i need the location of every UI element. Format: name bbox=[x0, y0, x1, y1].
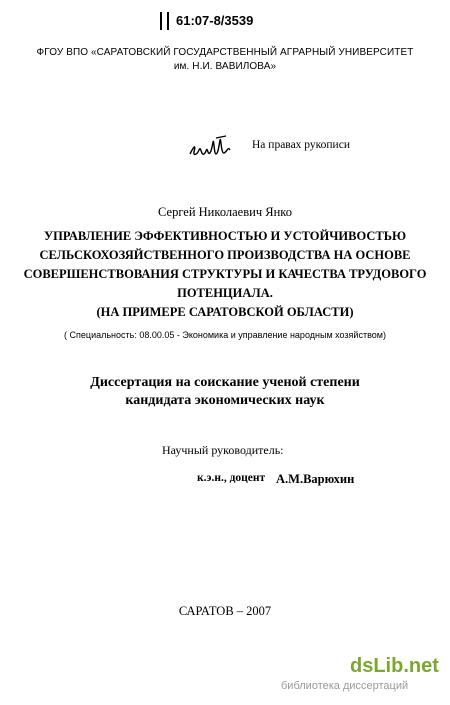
degree-line-1: Диссертация на соискание ученой степени bbox=[90, 375, 360, 390]
dissertation-degree bbox=[0, 374, 450, 410]
title-line-4: ПОТЕНЦИАЛА. bbox=[177, 286, 273, 300]
degree-line-2: кандидата экономических наук bbox=[125, 393, 325, 408]
archive-stamp-code: 61:07-8/3539 bbox=[176, 13, 254, 28]
title-line-1: УПРАВЛЕНИЕ ЭФФЕКТИВНОСТЬЮ И УСТОЙЧИВОСТЬЮ bbox=[43, 229, 407, 243]
organization-line-1: ФГОУ ВПО «САРАТОВСКИЙ ГОСУДАРСТВЕННЫЙ АГРАРНЫЙ УНИВЕРСИТЕТ bbox=[36, 47, 414, 58]
city-year: САРАТОВ – 2007 bbox=[178, 604, 272, 618]
specialty-line: ( Специальность: 08.00.05 - Экономика и управление народным хозяйством) bbox=[64, 330, 386, 340]
title-line-3: СОВЕРШЕНСТВОВАНИЯ СТРУКТУРЫ И КАЧЕСТВА ТРУДОВОГО bbox=[23, 267, 427, 281]
organization-line-2: им. Н.И. ВАВИЛОВА» bbox=[173, 61, 277, 72]
dissertation-title bbox=[0, 227, 450, 322]
supervisor-degree: к.э.н., доцент bbox=[197, 472, 266, 484]
stamp-bar-right bbox=[167, 12, 169, 30]
watermark-logo: dsLib.net bbox=[350, 655, 439, 677]
title-line-5: (НА ПРИМЕРЕ САРАТОВСКОЙ ОБЛАСТИ) bbox=[96, 305, 354, 319]
stamp-bar-left bbox=[160, 12, 162, 30]
title-line-2: СЕЛЬСКОХОЗЯЙСТВЕННОГО ПРОИЗВОДСТВА НА ОСНОВЕ bbox=[39, 248, 411, 262]
author-name: Сергей Николаевич Янко bbox=[158, 205, 292, 219]
handwritten-signature bbox=[186, 132, 246, 162]
supervisor-label: Научный руководитель: bbox=[162, 443, 284, 457]
manuscript-rights-label: На правах рукописи bbox=[252, 139, 350, 151]
watermark-subtitle: библиотека диссертаций bbox=[281, 680, 409, 692]
supervisor-name: А.М.Варюхин bbox=[276, 472, 355, 486]
